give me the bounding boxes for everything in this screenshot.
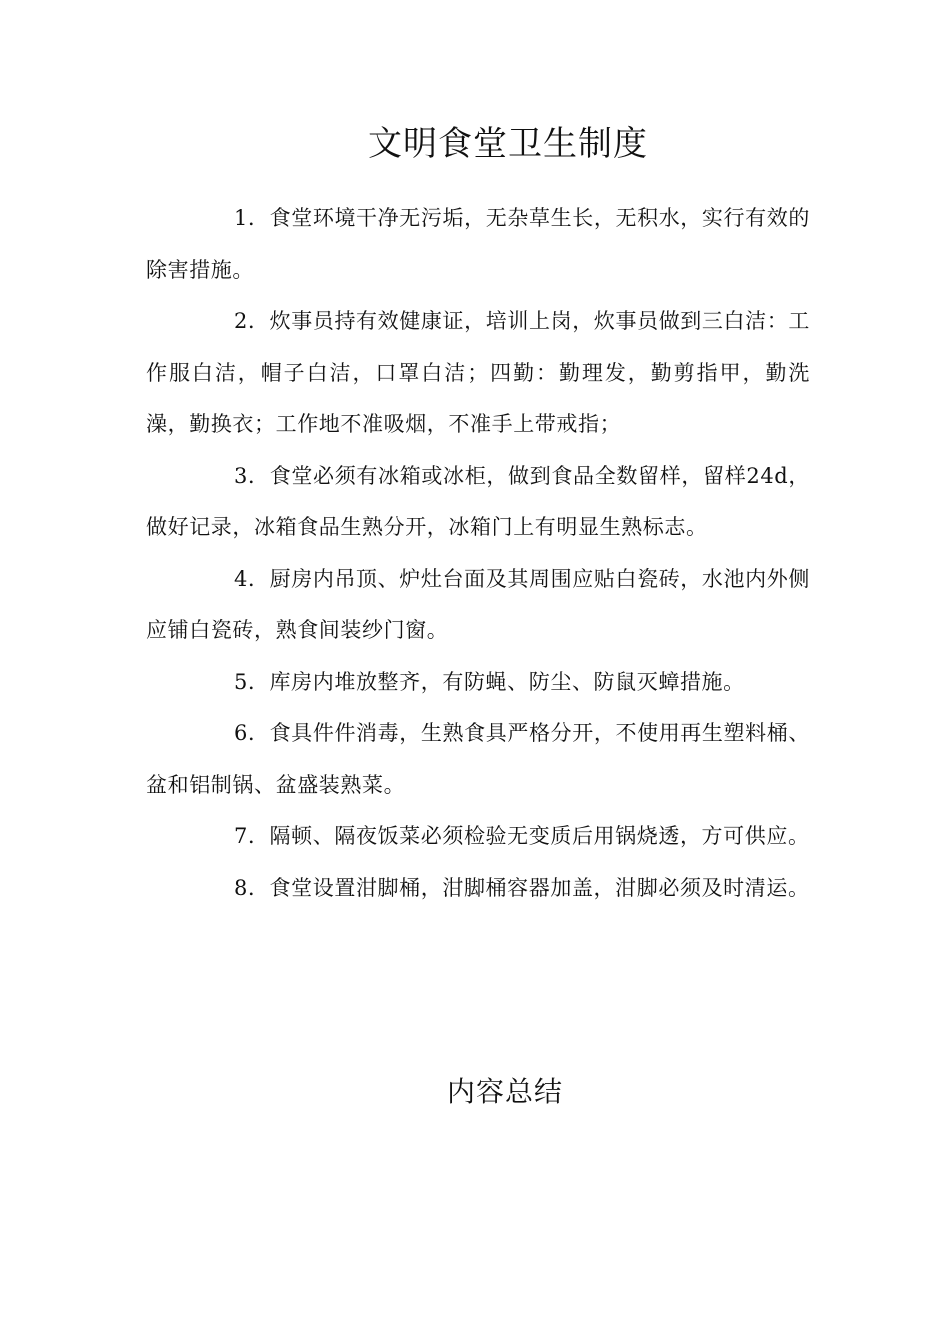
document-title: 文明食堂卫生制度 (368, 124, 648, 164)
regulation-item-4: 4．厨房内吊顶、炉灶台面及其周围应贴白瓷砖，水池内外侧应铺白瓷砖，熟食间装纱门窗。 (146, 566, 810, 642)
regulation-item-5: 5．库房内堆放整齐，有防蝇、防尘、防鼠灭蟑措施。 (234, 669, 745, 694)
regulation-item-6: 6．食具件件消毒，生熟食具严格分开，不使用再生塑料桶、盆和铝制锅、盆盛装熟菜。 (146, 721, 810, 797)
regulation-item-3: 3．食堂必须有冰箱或冰柜，做到食品全数留样，留样24d，做好记录，冰箱食品生熟分开，冰箱门上有明显生熟标志。 (146, 463, 810, 539)
regulation-item-2: 2．炊事员持有效健康证，培训上岗，炊事员做到三白洁：工作服白洁，帽子白洁，口罩白洁；四勤：勤理发，勤剪指甲，勤洗澡，勤换衣；工作地不准吸烟，不准手上带戒指； (146, 309, 810, 436)
regulation-item-7: 7．隔顿、隔夜饭菜必须检验无变质后用锅烧透，方可供应。 (234, 824, 810, 848)
regulation-item-8: 8．食堂设置泔脚桶，泔脚桶容器加盖，泔脚必须及时清运。 (234, 875, 810, 900)
regulation-body (146, 193, 810, 914)
regulation-item-1: 1．食堂环境干净无污垢，无杂草生长，无积水，实行有效的除害措施。 (146, 206, 810, 282)
summary-heading: 内容总结 (446, 1075, 563, 1108)
